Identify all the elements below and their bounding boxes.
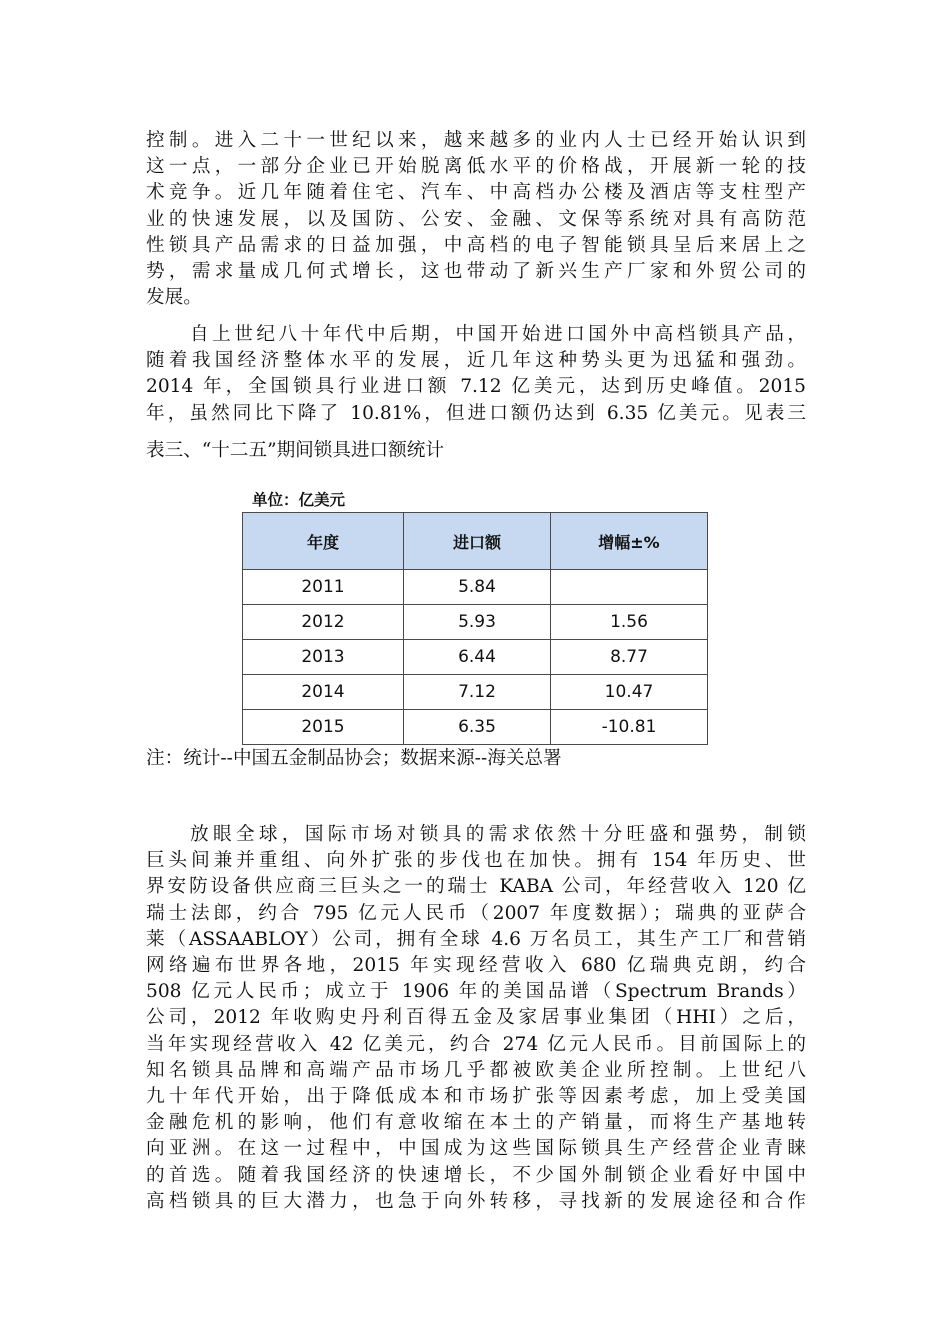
cell-growth: 1.56 xyxy=(551,605,708,640)
cell-growth: 10.47 xyxy=(551,675,708,710)
cell-year: 2011 xyxy=(243,570,404,605)
paragraph-1 xyxy=(146,128,806,311)
text-line: 性锁具产品需求的日益加强，中高档的电子智能锁具呈后来居上之 xyxy=(146,234,806,256)
header-growth: 增幅±% xyxy=(551,513,708,570)
cell-amount: 6.44 xyxy=(404,640,551,675)
table-note xyxy=(146,746,806,772)
text-line: 巨头间兼并重组、向外扩张的步伐也在加快。拥有 154 年历史、世 xyxy=(146,850,806,872)
text-line: 势，需求量成几何式增长，这也带动了新兴生产厂家和外贸公司的 xyxy=(146,261,806,283)
text-line: 向亚洲。在这一过程中，中国成为这些国际锁具生产经营企业青睐 xyxy=(146,1138,806,1160)
cell-growth: -10.81 xyxy=(551,710,708,745)
table-header-row xyxy=(243,513,708,570)
text-line: 当年实现经营收入 42 亿美元，约合 274 亿元人民币。目前国际上的 xyxy=(146,1033,806,1055)
import-table xyxy=(242,512,708,745)
text-line: 瑞士法郎，约合 795 亿元人民币（2007 年度数据）；瑞典的亚萨合 xyxy=(146,902,806,924)
text-line: 高档锁具的巨大潜力，也急于向外转移，寻找新的发展途径和合作 xyxy=(146,1190,806,1212)
paragraph-2 xyxy=(146,322,806,427)
text-line: 随着我国经济整体水平的发展，近几年这种势头更为迅猛和强劲。 xyxy=(146,350,806,372)
table-row xyxy=(243,675,708,710)
cell-year: 2013 xyxy=(243,640,404,675)
text-line: 这一点，一部分企业已开始脱离低水平的价格战，开展新一轮的技 xyxy=(146,156,806,178)
text-line: 业的快速发展，以及国防、公安、金融、文保等系统对具有高防范 xyxy=(146,208,806,230)
cell-year: 2015 xyxy=(243,710,404,745)
text-line: 发展。 xyxy=(146,287,202,309)
table-note-text: 注：统计--中国五金制品协会；数据来源--海关总署 xyxy=(146,748,562,769)
text-line: 2014 年，全国锁具行业进口额 7.12 亿美元，达到历史峰值。2015 xyxy=(146,376,806,398)
table-row xyxy=(243,640,708,675)
table-row xyxy=(243,710,708,745)
table-caption xyxy=(146,438,806,464)
cell-year: 2014 xyxy=(243,675,404,710)
cell-growth: 8.77 xyxy=(551,640,708,675)
table-caption-text: 表三、“十二五”期间锁具进口额统计 xyxy=(146,440,444,461)
cell-amount: 5.93 xyxy=(404,605,551,640)
header-year: 年度 xyxy=(243,513,404,570)
text-line: 网络遍布世界各地，2015 年实现经营收入 680 亿瑞典克朗，约合 xyxy=(146,955,806,977)
text-line: 知名锁具品牌和高端产品市场几乎都被欧美企业所控制。上世纪八 xyxy=(146,1059,806,1081)
cell-growth xyxy=(551,570,708,605)
text-line: 界安防设备供应商三巨头之一的瑞士 KABA 公司，年经营收入 120 亿 xyxy=(146,876,806,898)
paragraph-3 xyxy=(146,822,806,1215)
text-line: 自上世纪八十年代中后期，中国开始进口国外中高档锁具产品， xyxy=(190,324,806,345)
text-line: 年，虽然同比下降了 10.81%，但进口额仍达到 6.35 亿美元。见表三 xyxy=(146,402,806,424)
table-row xyxy=(243,570,708,605)
text-line: 508 亿元人民币；成立于 1906 年的美国品谱（Spectrum Brands） xyxy=(146,981,806,1003)
table-unit: 单位：亿美元 xyxy=(252,491,346,509)
text-line: 莱（ASSAABLOY）公司，拥有全球 4.6 万名员工，其生产工厂和营销 xyxy=(146,928,806,950)
text-line: 控制。进入二十一世纪以来，越来越多的业内人士已经开始认识到 xyxy=(146,130,806,151)
text-line: 公司，2012 年收购史丹利百得五金及家居事业集团（HHI）之后， xyxy=(146,1007,806,1029)
text-line: 金融危机的影响，他们有意收缩在本土的产销量，而将生产基地转 xyxy=(146,1112,806,1134)
text-line: 放眼全球，国际市场对锁具的需求依然十分旺盛和强势，制锁 xyxy=(190,824,806,845)
text-line: 的首选。随着我国经济的快速增长，不少国外制锁企业看好中国中 xyxy=(146,1164,806,1186)
cell-amount: 5.84 xyxy=(404,570,551,605)
cell-amount: 6.35 xyxy=(404,710,551,745)
header-import-amount: 进口额 xyxy=(404,513,551,570)
text-line: 九十年代开始，出于降低成本和市场扩张等因素考虑，加上受美国 xyxy=(146,1086,806,1108)
cell-amount: 7.12 xyxy=(404,675,551,710)
cell-year: 2012 xyxy=(243,605,404,640)
table-row xyxy=(243,605,708,640)
text-line: 术竞争。近几年随着住宅、汽车、中高档办公楼及酒店等支柱型产 xyxy=(146,182,806,204)
